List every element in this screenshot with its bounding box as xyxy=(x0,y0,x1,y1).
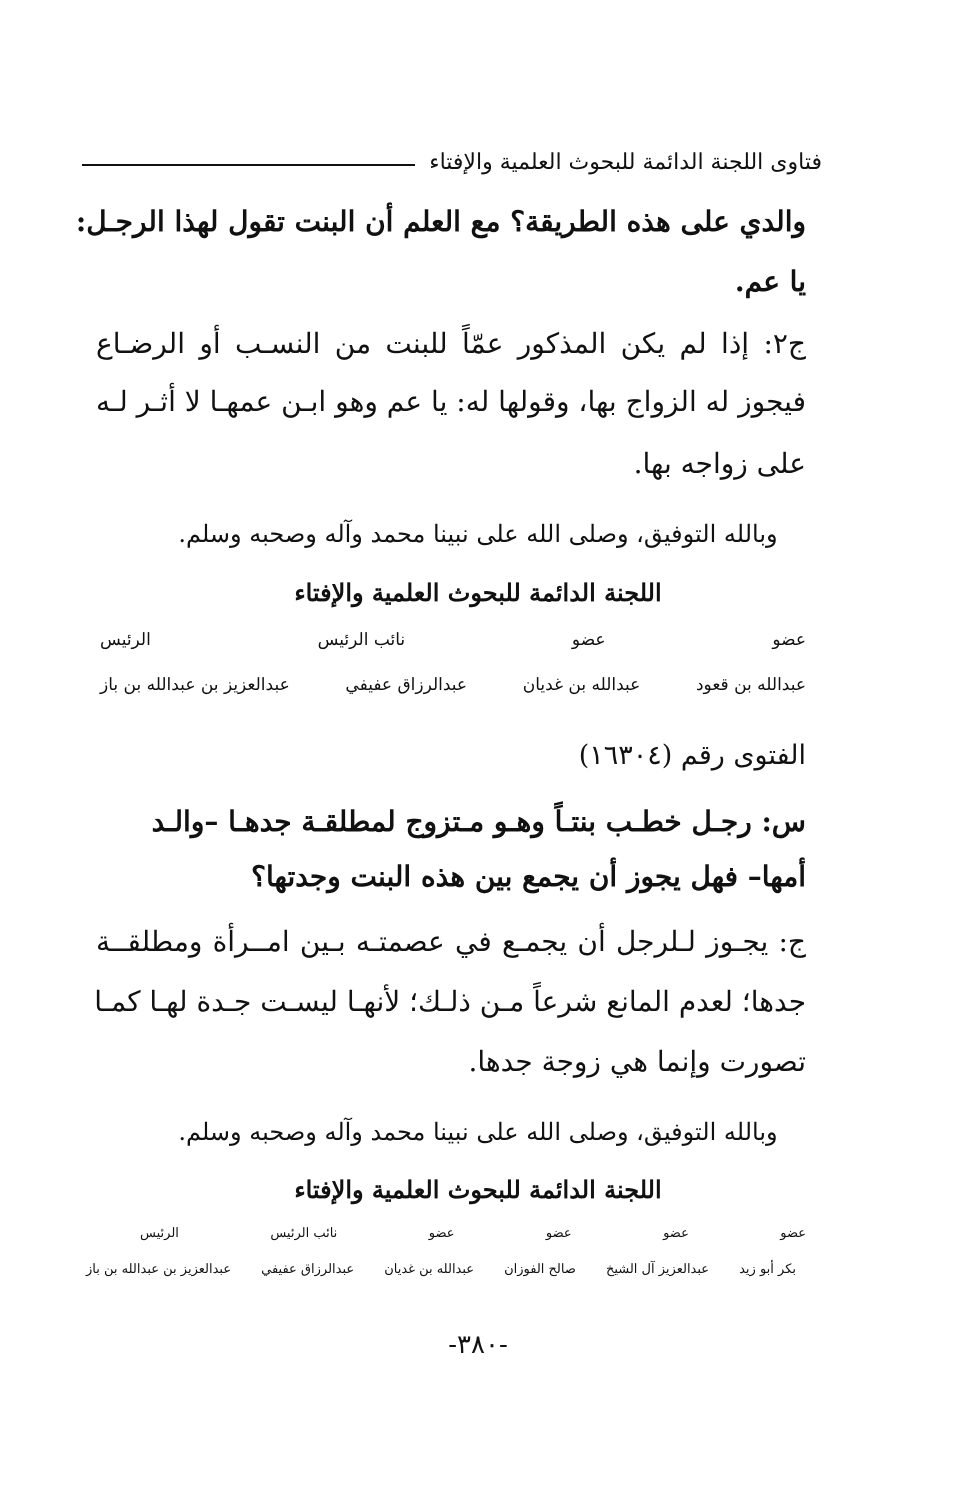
committee-title: اللجنة الدائمة للبحوث العلمية والإفتاء xyxy=(294,578,662,607)
answer2-line-3: تصورت وإنما هي زوجة جدها. xyxy=(468,1045,806,1078)
signatories-roles-2 xyxy=(140,1226,806,1241)
role: عضو xyxy=(571,630,606,650)
signatory-name: عبدالرزاق عفيفي xyxy=(345,675,468,695)
signatory-name: عبدالله بن غديان xyxy=(384,1262,475,1277)
header-rule xyxy=(82,164,415,166)
role: نائب الرئيس xyxy=(317,630,406,650)
closing-prayer: وبالله التوفيق، وصلى الله على نبينا محمد وآله وصحبه وسلم. xyxy=(178,520,778,548)
role: عضو xyxy=(663,1226,689,1241)
answer-line-3: على زواجه بها. xyxy=(633,447,806,480)
signatories-names xyxy=(100,675,806,695)
role: عضو xyxy=(428,1226,455,1241)
running-header xyxy=(82,142,822,182)
header-title: فتاوى اللجنة الدائمة للبحوث العلمية والإفتاء xyxy=(429,149,822,175)
signatory-name: عبدالرزاق عفيفي xyxy=(261,1262,355,1277)
question-line-2: أمها– فهل يجوز أن يجمع بين هذه البنت وجدتها؟ xyxy=(251,860,806,893)
question-tail-line-1: والدي على هذه الطريقة؟ مع العلم أن البنت تقول لهذا الرجـل: xyxy=(75,205,806,238)
committee-title-2: اللجنة الدائمة للبحوث العلمية والإفتاء xyxy=(294,1175,662,1204)
role: عضو xyxy=(772,630,806,650)
signatories-roles xyxy=(100,630,806,650)
signatory-name: عبدالله بن قعود xyxy=(695,675,806,695)
role: نائب الرئيس xyxy=(270,1226,338,1241)
role: الرئيس xyxy=(100,630,151,650)
fatwa-number: الفتوى رقم (١٦٣٠٤) xyxy=(578,740,806,771)
signatory-name: صالح الفوزان xyxy=(504,1262,576,1277)
signatories-names-2 xyxy=(86,1262,796,1277)
signatory-name: عبدالعزيز آل الشيخ xyxy=(605,1262,710,1277)
signatory-name: عبدالله بن غديان xyxy=(522,675,641,695)
page-number: -٣٨٠- xyxy=(448,1330,508,1360)
question-tail-line-2: يا عم. xyxy=(734,265,806,298)
answer2-line-1: ج: يجـوز لـلرجل أن يجمـع في عصمتـه بـين امــرأة ومطلقــة xyxy=(96,925,806,958)
answer-line-2: فيجوز له الزواج بها، وقولها له: يا عم وهو ابـن عمهـا لا أثـر لـه xyxy=(96,385,807,418)
answer-line-1: ج٢: إذا لم يكن المذكور عمّاً للبنت من النسـب أو الرضـاع xyxy=(96,327,806,360)
signatory-name: عبدالعزيز بن عبدالله بن باز xyxy=(100,675,290,695)
role: عضو xyxy=(780,1226,806,1241)
question-line-1: س: رجـل خطـب بنتـاً وهـو مـتزوج لمطلقـة جدهـا –والـد xyxy=(151,805,806,838)
closing-prayer-2: وبالله التوفيق، وصلى الله على نبينا محمد وآله وصحبه وسلم. xyxy=(178,1118,778,1146)
signatory-name: عبدالعزيز بن عبدالله بن باز xyxy=(86,1262,232,1277)
signatory-name: بكر أبو زيد xyxy=(739,1262,796,1277)
role: الرئيس xyxy=(140,1226,179,1241)
role: عضو xyxy=(545,1226,572,1241)
answer2-line-2: جدها؛ لعدم المانع شرعاً مـن ذلـك؛ لأنهـا ليسـت جـدة لهـا كمـا xyxy=(94,985,806,1018)
